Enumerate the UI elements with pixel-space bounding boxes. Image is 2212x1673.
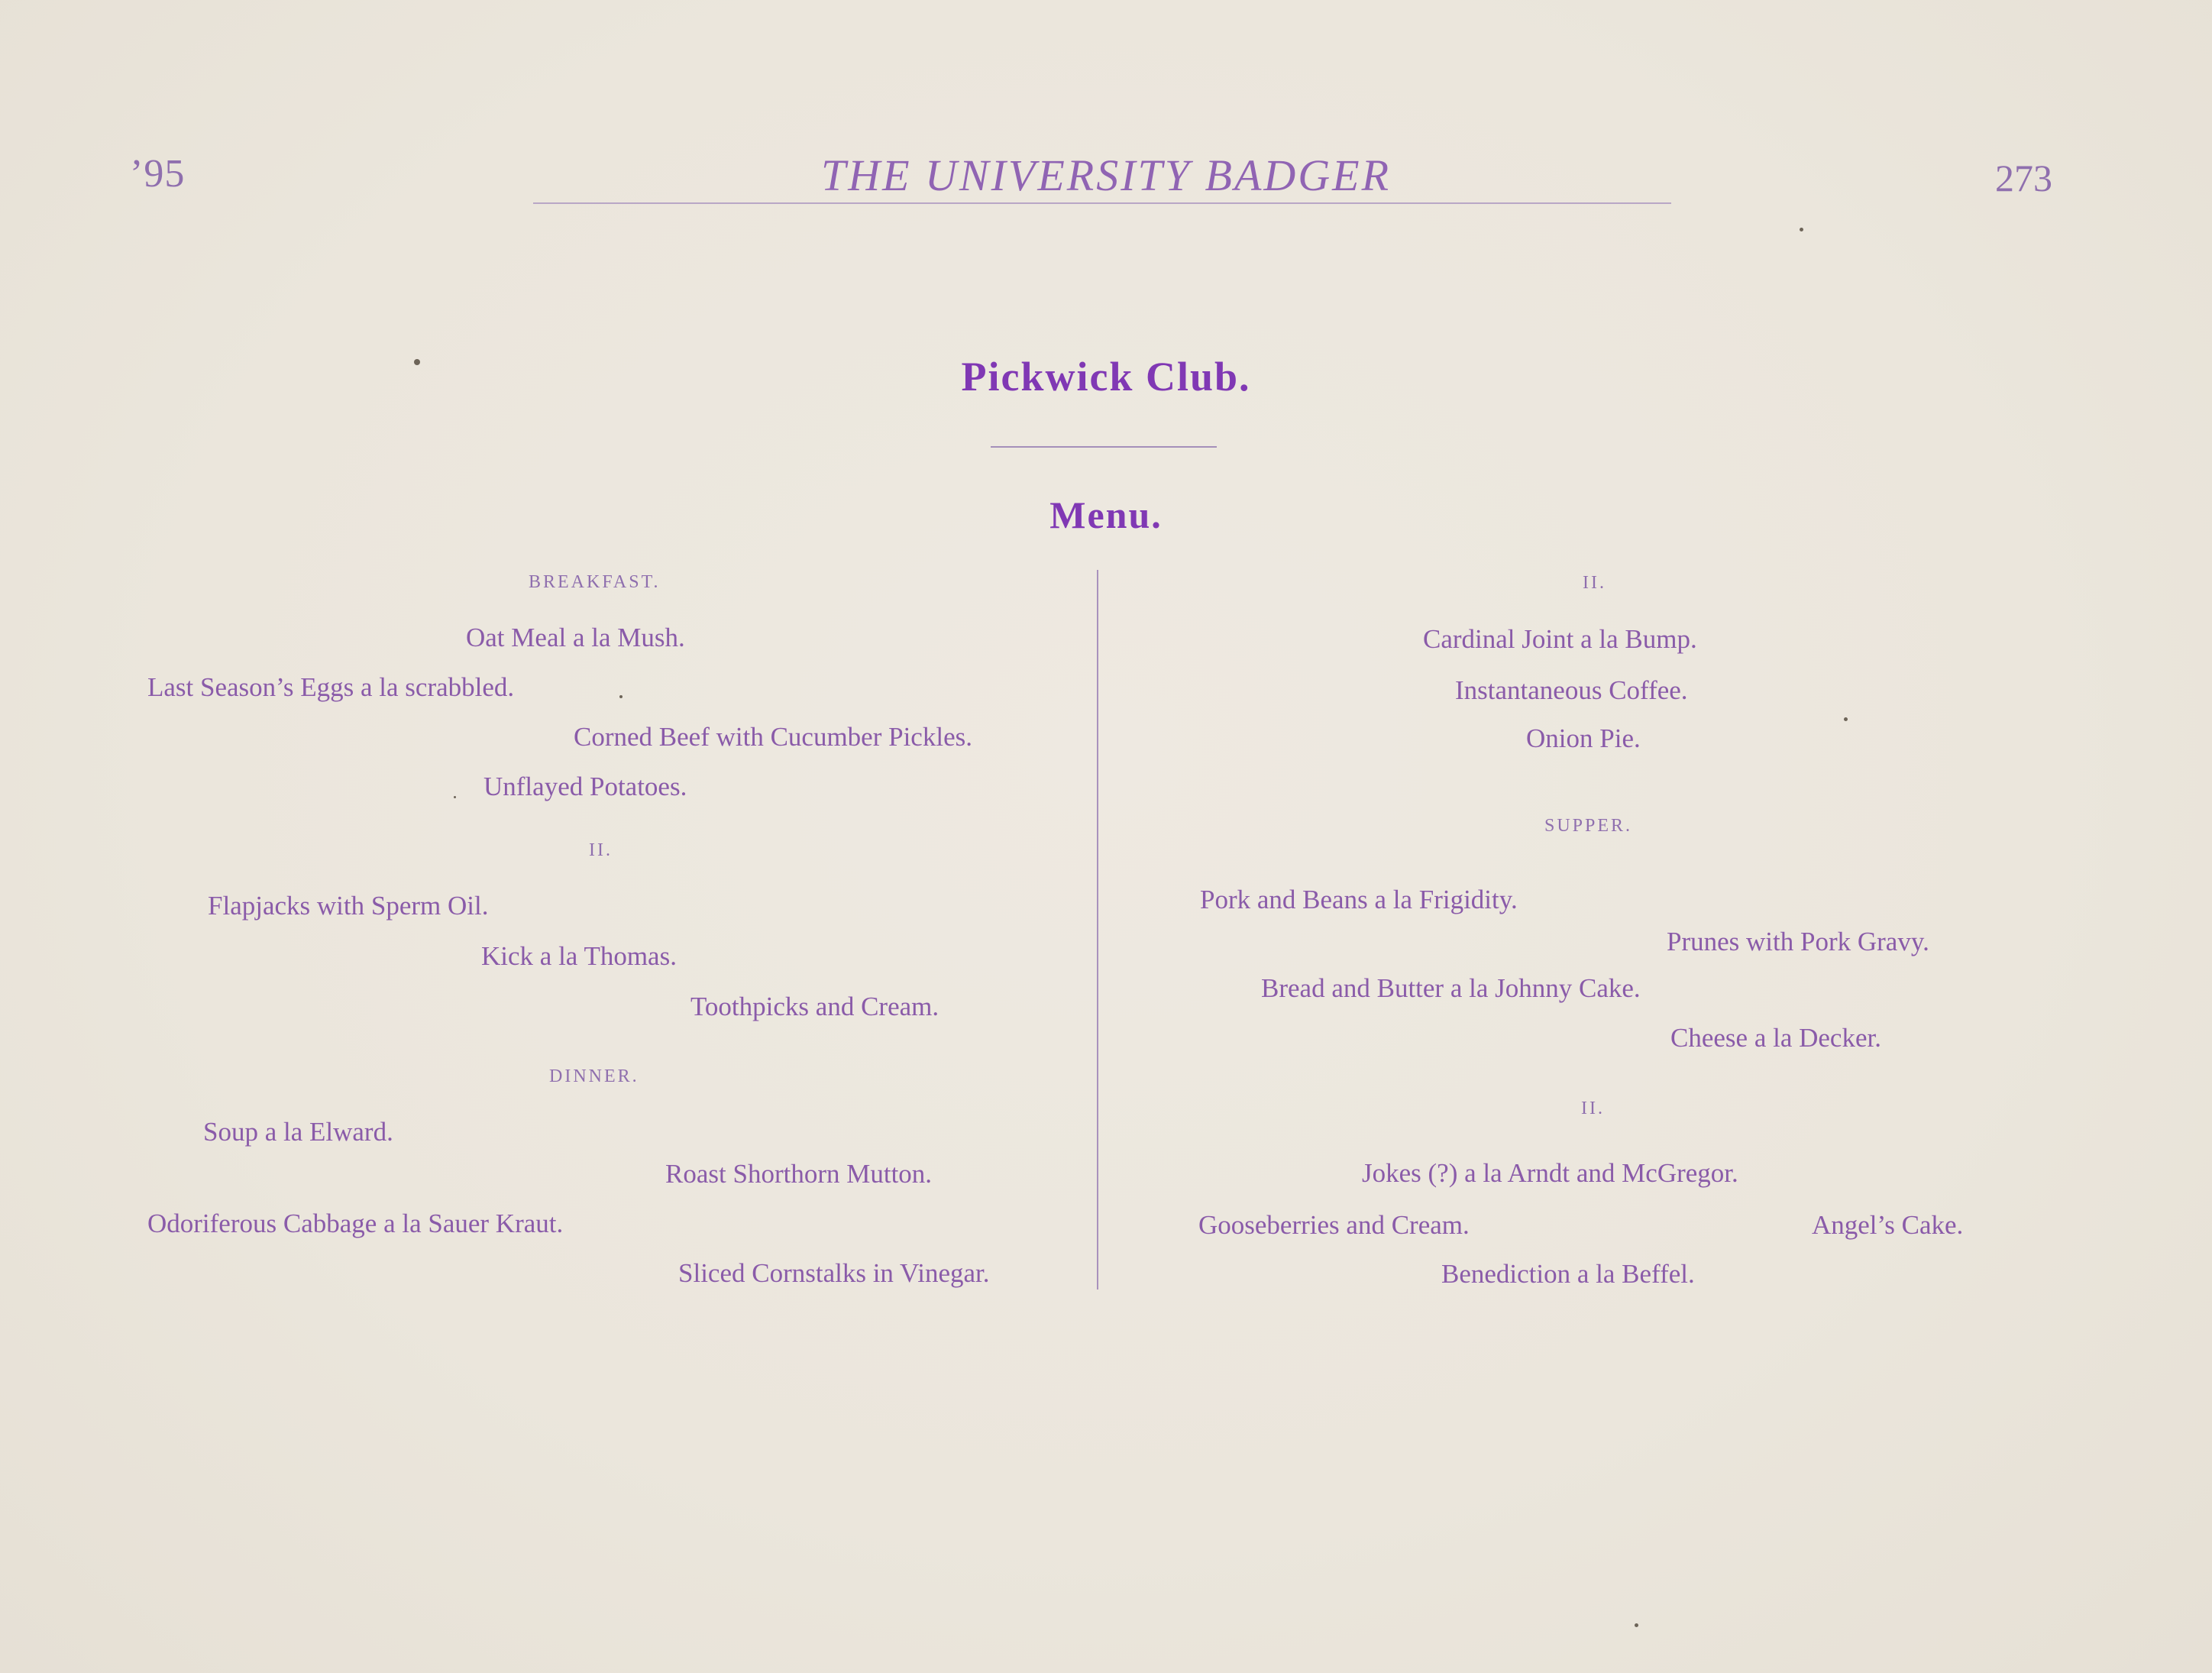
menu-item: Cardinal Joint a la Bump.	[1423, 624, 1697, 654]
column-divider	[1097, 570, 1098, 1290]
menu-item: Soup a la Elward.	[203, 1117, 393, 1147]
paper-speck	[414, 359, 420, 365]
header-year: ’95	[130, 152, 186, 196]
menu-item: Benediction a la Beffel.	[1441, 1259, 1695, 1289]
menu-item: Prunes with Pork Gravy.	[1667, 927, 1929, 956]
menu-item: Oat Meal a la Mush.	[466, 623, 685, 652]
menu-item: Sliced Cornstalks in Vinegar.	[678, 1258, 990, 1288]
menu-item: Cheese a la Decker.	[1670, 1023, 1881, 1053]
paper-speck	[1800, 228, 1803, 231]
paper-speck	[619, 695, 623, 698]
section-heading-supper: SUPPER.	[1544, 816, 1633, 836]
menu-item: Unflayed Potatoes.	[483, 772, 687, 801]
menu-item: Corned Beef with Cucumber Pickles.	[574, 722, 972, 752]
menu-item: Toothpicks and Cream.	[690, 992, 939, 1021]
header-rule	[533, 202, 1671, 204]
menu-item: Last Season’s Eggs a la scrabbled.	[147, 672, 515, 702]
menu-item: Odoriferous Cabbage a la Sauer Kraut.	[147, 1209, 564, 1238]
paper-speck	[1635, 1623, 1638, 1627]
club-title: Pickwick Club.	[961, 354, 1251, 400]
header-page-number: 273	[1995, 157, 2052, 199]
section-heading-supper-ii: II.	[1581, 1099, 1605, 1118]
section-heading-breakfast: BREAKFAST.	[529, 572, 661, 592]
section-heading-dinner: DINNER.	[549, 1066, 639, 1086]
menu-item: Onion Pie.	[1526, 723, 1641, 753]
menu-item: Flapjacks with Sperm Oil.	[208, 891, 489, 921]
header-title: THE UNIVERSITY BADGER	[820, 150, 1392, 200]
section-heading-breakfast-ii: II.	[589, 840, 613, 860]
menu-item: Angel’s Cake.	[1812, 1210, 1964, 1240]
menu-item: Instantaneous Coffee.	[1455, 675, 1688, 705]
menu-item: Pork and Beans a la Frigidity.	[1200, 885, 1518, 914]
menu-item: Kick a la Thomas.	[481, 941, 677, 971]
section-heading-dinner-ii: II.	[1583, 573, 1606, 593]
paper-speck	[454, 796, 456, 798]
menu-title: Menu.	[1049, 493, 1163, 536]
menu-item: Roast Shorthorn Mutton.	[665, 1159, 933, 1189]
menu-item: Bread and Butter a la Johnny Cake.	[1261, 973, 1641, 1003]
menu-item: Jokes (?) a la Arndt and McGregor.	[1362, 1158, 1738, 1188]
title-rule	[991, 446, 1217, 448]
menu-item: Gooseberries and Cream.	[1198, 1210, 1470, 1240]
paper-speck	[1844, 717, 1848, 721]
